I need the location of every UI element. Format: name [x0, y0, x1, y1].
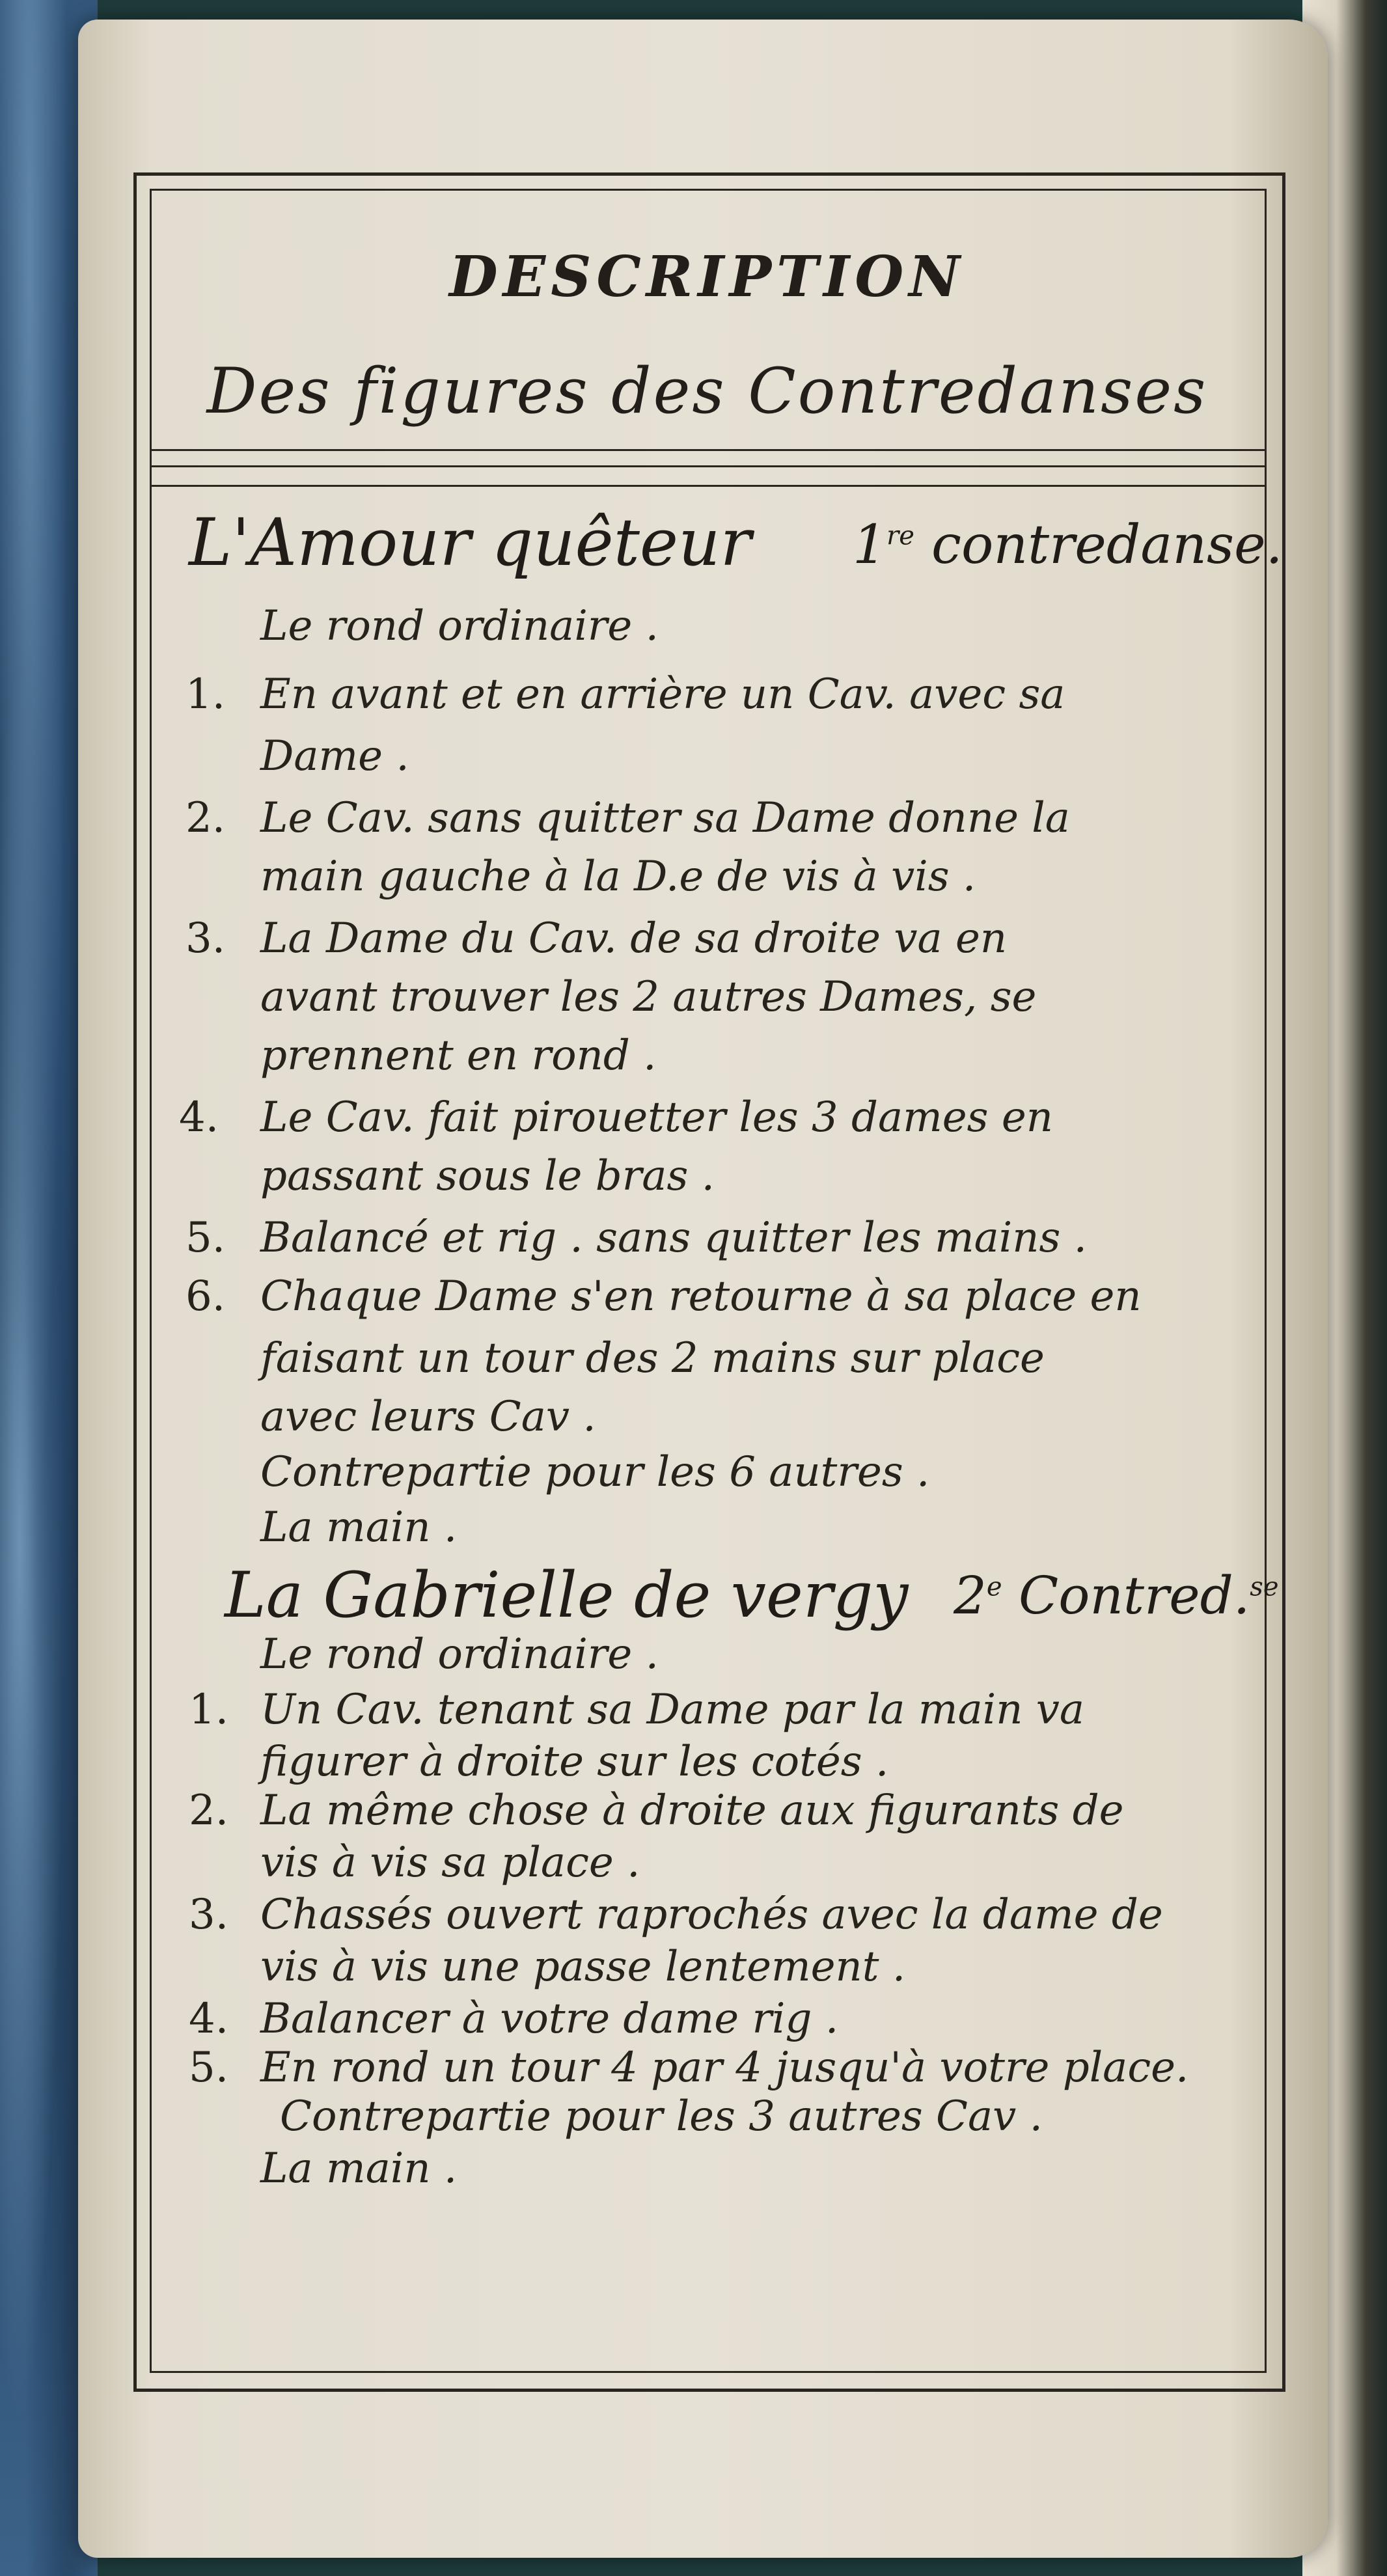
dance2-fig2-line2: vis à vis sa place .	[260, 1839, 640, 1887]
dance2-fig3-line2: vis à vis une passe lentement .	[260, 1943, 906, 1991]
dance2-fig1-line1: Un Cav. tenant sa Dame par la main va	[260, 1686, 1085, 1734]
dance1-fig1-line2: Dame .	[260, 732, 409, 780]
dance1-intro: Le rond ordinaire .	[260, 602, 659, 650]
dance1-outro1: Contrepartie pour les 6 autres .	[260, 1448, 930, 1496]
dance2-ordinal: 2	[954, 1565, 987, 1626]
dance2-outro2: La main .	[260, 2144, 458, 2193]
dance1-fig4-num: 4.	[179, 1093, 219, 1142]
dance2-fig3-num: 3.	[189, 1891, 229, 1939]
dance1-title	[189, 504, 751, 581]
dance2-fig2-num: 2.	[189, 1787, 229, 1835]
dance2-title	[225, 1559, 908, 1632]
dance2-fig3-line1: Chassés ouvert raprochés avec la dame de	[260, 1891, 1163, 1939]
dance1-fig3-num: 3.	[185, 914, 226, 963]
dance1-fig6-num: 6.	[185, 1272, 226, 1321]
dance1-fig6-line3: avec leurs Cav .	[260, 1393, 596, 1441]
dance1-fig3-line3: prennent en rond .	[260, 1032, 657, 1080]
dance1-fig2-line2: main gauche à la D.e de vis à vis .	[260, 853, 976, 901]
dance1-outro2: La main .	[260, 1503, 458, 1552]
dance1-ordinal-sup: re	[886, 521, 914, 551]
dance2-ordinal-sup: e	[986, 1572, 1002, 1602]
dance1-fig6-line2: faisant un tour des 2 mains sur place	[260, 1334, 1045, 1382]
dance1-fig2-line1: Le Cav. sans quitter sa Dame donne la	[260, 794, 1070, 842]
dance2-fig5-line1: En rond un tour 4 par 4 jusqu'à votre place.	[260, 2044, 1189, 2092]
dance1-fig3-line2: avant trouver les 2 autres Dames, se	[260, 973, 1037, 1021]
dance1-ordinal: 1	[853, 514, 887, 576]
dance2-number	[954, 1565, 1279, 1626]
dance1-fig3-line1: La Dame du Cav. de sa droite va en	[260, 914, 1008, 963]
dance2-fig5-num: 5.	[189, 2044, 229, 2092]
page-subtitle: Des figures des Contredanses	[206, 355, 1208, 428]
dance1-fig5-line1: Balancé et rig . sans quitter les mains .	[260, 1214, 1087, 1262]
dance1-fig4-line2: passant sous le bras .	[260, 1152, 715, 1200]
dance2-label-sup: se	[1250, 1572, 1279, 1602]
title-rule-lower	[150, 485, 1265, 487]
dance1-fig2-num: 2.	[185, 794, 226, 842]
dance2-fig4-line1: Balancer à votre dame rig .	[260, 1995, 839, 2043]
dance1-fig6-line1: Chaque Dame s'en retourne à sa place en	[260, 1272, 1142, 1321]
dance1-name: L'Amour quêteur	[189, 504, 752, 581]
dance1-number	[853, 514, 1283, 576]
dance2-label: Contred.	[1019, 1565, 1250, 1626]
dance1-fig1-line1: En avant et en arrière un Cav. avec sa	[260, 670, 1065, 719]
dance1-fig5-num: 5.	[185, 1214, 226, 1262]
title-rule-upper	[150, 449, 1265, 451]
dance2-fig1-line2: figurer à droite sur les cotés .	[260, 1738, 889, 1786]
dance1-fig1-num: 1.	[185, 670, 226, 719]
title-rule-middle	[150, 465, 1265, 467]
dance1-fig4-line1: Le Cav. fait pirouetter les 3 dames en	[260, 1093, 1053, 1142]
dance2-intro: Le rond ordinaire .	[260, 1630, 659, 1679]
dance2-fig1-num: 1.	[189, 1686, 229, 1734]
dance2-outro1: Contrepartie pour les 3 autres Cav .	[280, 2092, 1043, 2141]
dance2-name: La Gabrielle de vergy	[225, 1559, 909, 1632]
dance2-fig2-line1: La même chose à droite aux figurants de	[260, 1787, 1124, 1835]
dance2-fig4-num: 4.	[189, 1995, 229, 2043]
dance1-label: contredanse.	[931, 514, 1283, 576]
page-title: DESCRIPTION	[449, 244, 965, 310]
